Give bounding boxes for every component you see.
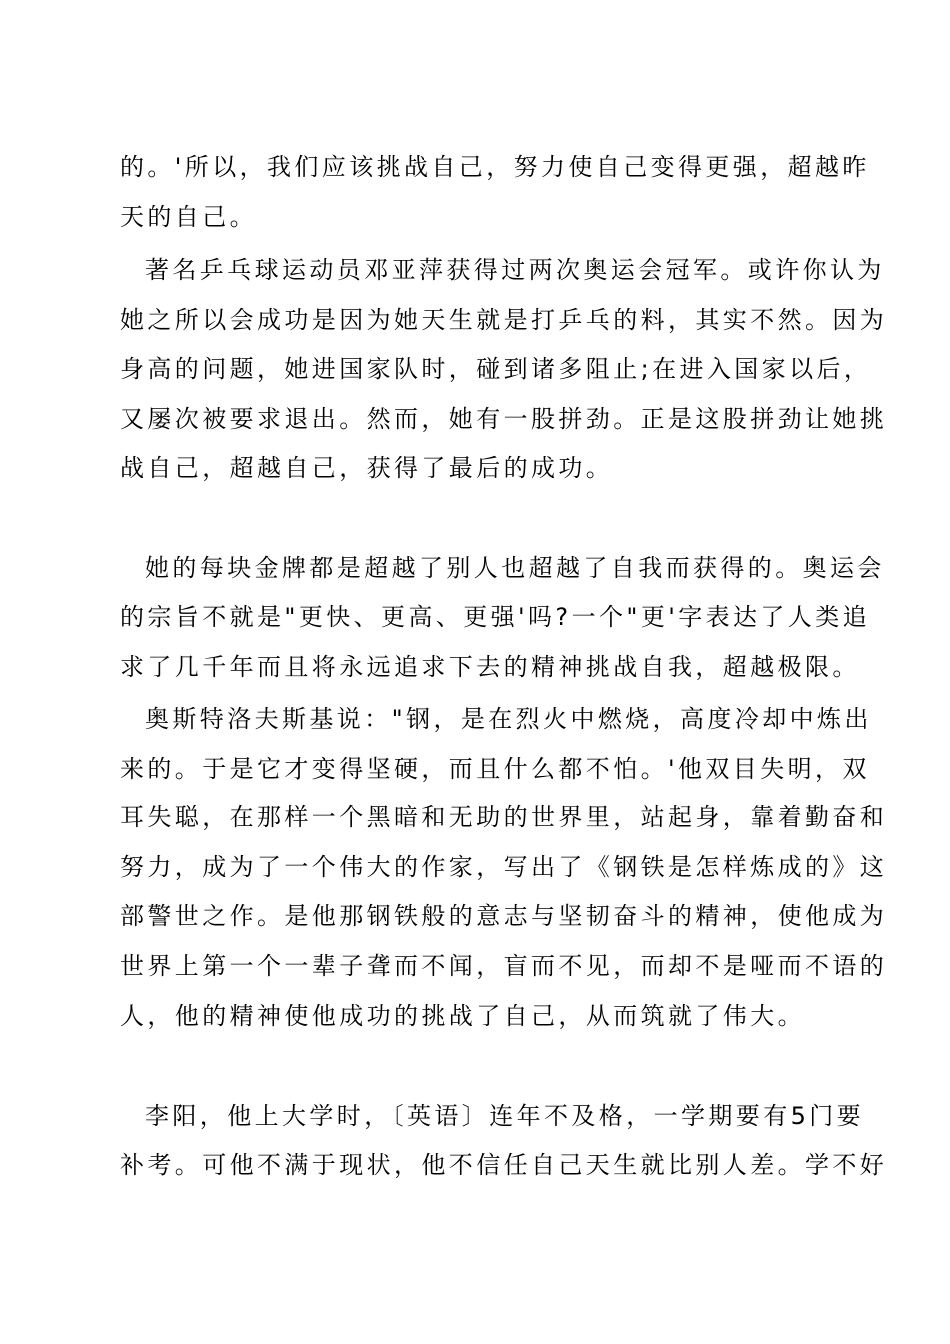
text-line: 世界上第一个一辈子聋而不闻，盲而不见，而却不是哑而不语的 [120,952,888,980]
text-line: 奥斯特洛夫斯基说："钢，是在烈火中燃烧，高度冷却中炼出 [145,705,872,733]
text-line: 人，他的精神使他成功的挑战了自己，从而筑就了伟大。 [120,1002,805,1030]
text-line: 部警世之作。是他那钢铁般的意志与坚韧奋斗的精神，使他成为 [120,902,888,930]
text-line: 身高的问题，她进国家队时，碰到诸多阻止;在进入国家以后， [120,355,872,383]
text-line: 求了几千年而且将永远追求下去的精神挑战自我，超越极限。 [120,653,860,681]
text-line: 耳失聪，在那样一个黑暗和无助的世界里，站起身，靠着勤奋和 [120,803,888,831]
text-line: 努力，成为了一个伟大的作家，写出了《钢铁是怎样炼成的》这 [120,853,888,881]
text-line: 著名乒乓球运动员邓亚萍获得过两次奥运会冠军。或许你认为 [145,256,885,284]
text-line: 又屡次被要求退出。然而，她有一股拼劲。正是这股拼劲让她挑 [120,405,888,433]
text-line: 李阳，他上大学时，〔英语〕连年不及格，一学期要有5门要 [145,1102,865,1130]
text-line: 天的自己。 [120,203,257,231]
text-line: 的。'所以，我们应该挑战自己，努力使自己变得更强，超越昨 [120,153,870,181]
text-line: 的宗旨不就是"更快、更高、更强'吗?一个"更'字表达了人类追 [120,603,871,631]
text-line: 来的。于是它才变得坚硬，而且什么都不怕。'他双目失明，双 [120,755,870,783]
text-line: 战自己，超越自己，获得了最后的成功。 [120,454,614,482]
text-line: 她的每块金牌都是超越了别人也超越了自我而获得的。奥运会 [145,554,885,582]
text-line: 她之所以会成功是因为她天生就是打乒乓的料，其实不然。因为 [120,306,888,334]
text-line: 补考。可他不满于现状，他不信任自己天生就比别人差。学不好 [120,1151,888,1179]
